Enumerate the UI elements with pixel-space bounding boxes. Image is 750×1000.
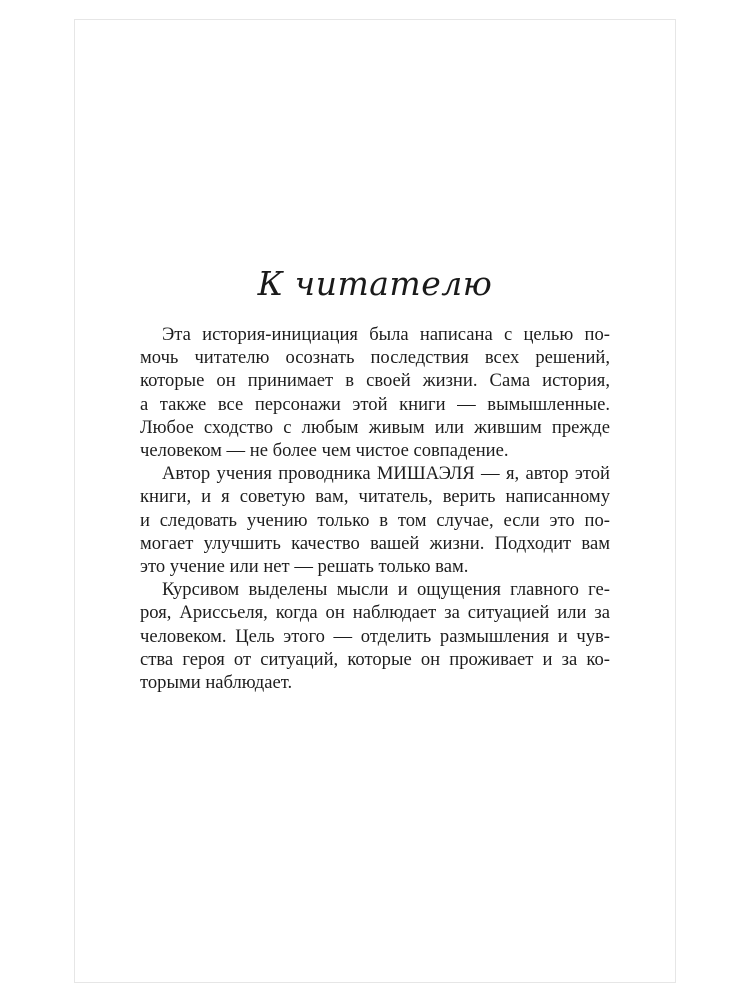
paragraph-2: [140, 462, 610, 578]
text-line: могает улучшить качество вашей жизни. Подходит вам: [140, 532, 610, 554]
text-line: человеком. Цель этого — отделить размышления и чув-: [140, 625, 610, 647]
text-line: это учение или нет — решать только вам.: [140, 556, 469, 578]
text-line: которые он принимает в своей жизни. Сама история,: [140, 370, 610, 392]
text-line: Эта история-инициация была написана с целью по-: [162, 324, 610, 345]
body-text: [140, 323, 610, 694]
text-line: а также все персонажи этой книги — вымышленные.: [140, 393, 610, 415]
text-line: мочь читателю осознать последствия всех решений,: [140, 347, 610, 369]
book-page: [74, 19, 676, 983]
text-line: Любое сходство с любым живым или жившим прежде: [140, 416, 610, 438]
text-line: ства героя от ситуаций, которые он проживает и за ко-: [140, 648, 610, 670]
text-line: торыми наблюдает.: [140, 672, 293, 694]
text-line: книги, и я советую вам, читатель, верить написанному: [140, 486, 610, 508]
text-line: человеком — не более чем чистое совпадение.: [140, 440, 509, 462]
page-title: К читателю: [257, 264, 493, 303]
text-line: Автор учения проводника МИШАЭЛЯ — я, автор этой: [162, 463, 610, 485]
paragraph-1: [140, 323, 610, 462]
paragraph-3: [140, 578, 610, 694]
text-line: Курсивом выделены мысли и ощущения главного ге-: [162, 579, 610, 601]
text-line: и следовать учению только в том случае, если это по-: [140, 509, 610, 531]
text-line: роя, Ариссьеля, когда он наблюдает за ситуацией или за: [140, 602, 610, 624]
